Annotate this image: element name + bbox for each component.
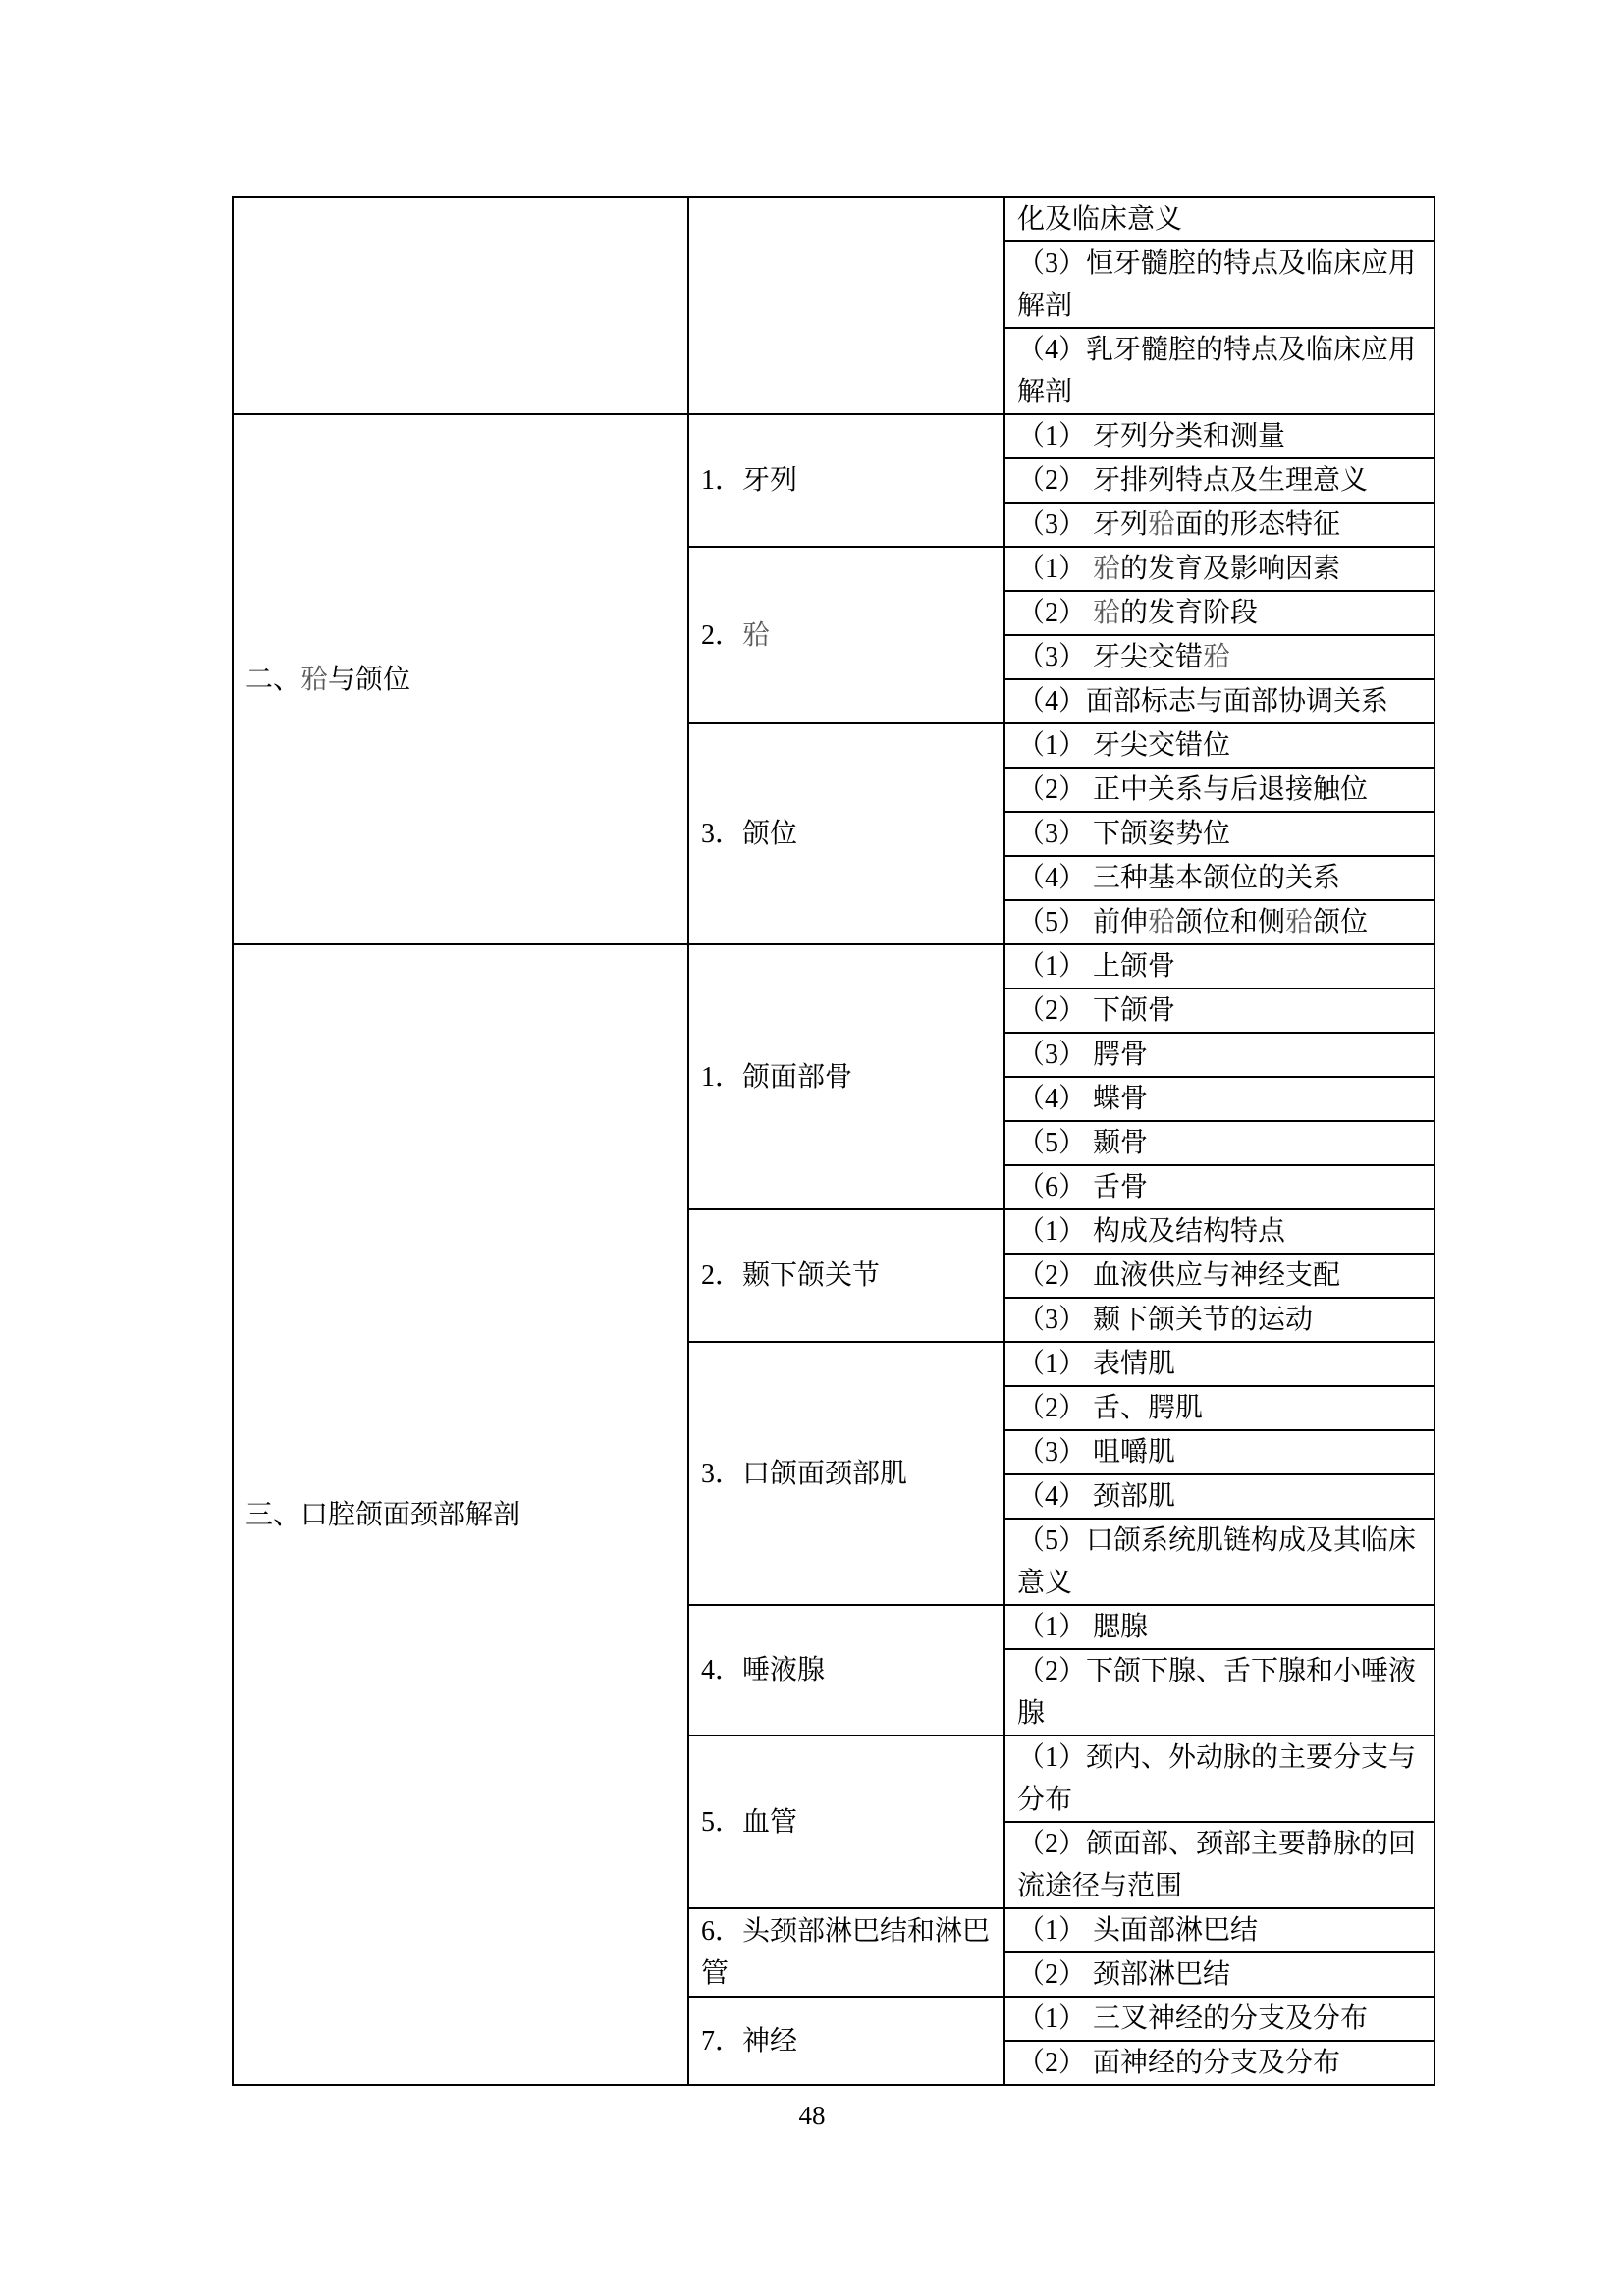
detail-cell: （6） 舌骨 — [1004, 1165, 1435, 1209]
he-occlusion-glyph: 𬌗 — [1093, 598, 1121, 628]
detail-cell: （1） 头面部淋巴结 — [1004, 1908, 1435, 1952]
detail-cell: （3） 下颌姿势位 — [1004, 812, 1435, 856]
detail-cell: （5）口颌系统肌链构成及其临床意义 — [1004, 1519, 1435, 1605]
detail-cell: （1） 构成及结构特点 — [1004, 1209, 1435, 1254]
detail-cell: （2） 𬌗的发育阶段 — [1004, 591, 1435, 635]
detail-cell: （2） 正中关系与后退接触位 — [1004, 768, 1435, 812]
topic-cell: 2．𬌗 — [688, 547, 1004, 723]
table-row — [233, 944, 1435, 988]
he-occlusion-glyph: 𬌗 — [1093, 554, 1121, 584]
detail-cell: （2） 颈部淋巴结 — [1004, 1952, 1435, 1997]
detail-cell: （1） 牙列分类和测量 — [1004, 414, 1435, 458]
page-number: 48 — [798, 2101, 826, 2130]
detail-cell: 化及临床意义 — [1004, 197, 1435, 241]
detail-cell: （3） 颞下颌关节的运动 — [1004, 1298, 1435, 1342]
topic-cell: 3．口颌面颈部肌 — [688, 1342, 1004, 1605]
topic-cell: 7．神经 — [688, 1997, 1004, 2085]
detail-cell: （1） 𬌗的发育及影响因素 — [1004, 547, 1435, 591]
detail-cell: （2） 下颌骨 — [1004, 988, 1435, 1033]
carryover-unit-cell — [233, 197, 688, 414]
detail-cell: （4） 颈部肌 — [1004, 1474, 1435, 1519]
topic-cell: 5．血管 — [688, 1735, 1004, 1908]
section-title-cell: 三、口腔颌面颈部解剖 — [233, 944, 688, 2085]
detail-cell: （1） 表情肌 — [1004, 1342, 1435, 1386]
topic-cell: 4．唾液腺 — [688, 1605, 1004, 1735]
syllabus-table — [232, 196, 1435, 2086]
detail-cell: （5） 颞骨 — [1004, 1121, 1435, 1165]
table-row — [233, 414, 1435, 458]
he-occlusion-glyph: 𬌗 — [1285, 907, 1314, 937]
detail-cell: （4）乳牙髓腔的特点及临床应用解剖 — [1004, 328, 1435, 414]
he-occlusion-glyph: 𬌗 — [1148, 907, 1176, 937]
detail-cell: （4） 三种基本颌位的关系 — [1004, 856, 1435, 900]
detail-cell: （1） 三叉神经的分支及分布 — [1004, 1997, 1435, 2041]
detail-cell: （1） 牙尖交错位 — [1004, 723, 1435, 768]
detail-cell: （3）恒牙髓腔的特点及临床应用解剖 — [1004, 241, 1435, 328]
detail-cell: （1） 腮腺 — [1004, 1605, 1435, 1649]
detail-cell: （1） 上颌骨 — [1004, 944, 1435, 988]
detail-cell: （2） 血液供应与神经支配 — [1004, 1254, 1435, 1298]
topic-cell: 3．颌位 — [688, 723, 1004, 944]
he-occlusion-glyph: 𬌗 — [300, 664, 329, 695]
topic-cell: 2．颞下颌关节 — [688, 1209, 1004, 1342]
he-occlusion-glyph: 𬌗 — [1148, 509, 1176, 540]
detail-cell: （3） 牙尖交错𬌗 — [1004, 635, 1435, 679]
detail-cell: （2） 牙排列特点及生理意义 — [1004, 458, 1435, 503]
detail-cell: （3） 腭骨 — [1004, 1033, 1435, 1077]
detail-cell: （2） 舌、腭肌 — [1004, 1386, 1435, 1430]
detail-cell: （2）颌面部、颈部主要静脉的回流途径与范围 — [1004, 1822, 1435, 1908]
detail-cell: （3） 牙列𬌗面的形态特征 — [1004, 503, 1435, 547]
topic-cell: 6．头颈部淋巴结和淋巴管 — [688, 1908, 1004, 1997]
detail-cell: （4） 蝶骨 — [1004, 1077, 1435, 1121]
detail-cell: （4）面部标志与面部协调关系 — [1004, 679, 1435, 723]
carryover-topic-cell — [688, 197, 1004, 414]
topic-cell: 1．颌面部骨 — [688, 944, 1004, 1209]
table-row — [233, 197, 1435, 241]
detail-cell: （3） 咀嚼肌 — [1004, 1430, 1435, 1474]
section-title-cell: 二、𬌗与颌位 — [233, 414, 688, 944]
he-occlusion-glyph: 𬌗 — [742, 619, 771, 651]
topic-cell: 1．牙列 — [688, 414, 1004, 547]
detail-cell: （1）颈内、外动脉的主要分支与分布 — [1004, 1735, 1435, 1822]
detail-cell: （2）下颌下腺、舌下腺和小唾液腺 — [1004, 1649, 1435, 1735]
detail-cell: （5） 前伸𬌗颌位和侧𬌗颌位 — [1004, 900, 1435, 944]
detail-cell: （2） 面神经的分支及分布 — [1004, 2041, 1435, 2085]
he-occlusion-glyph: 𬌗 — [1203, 642, 1231, 672]
